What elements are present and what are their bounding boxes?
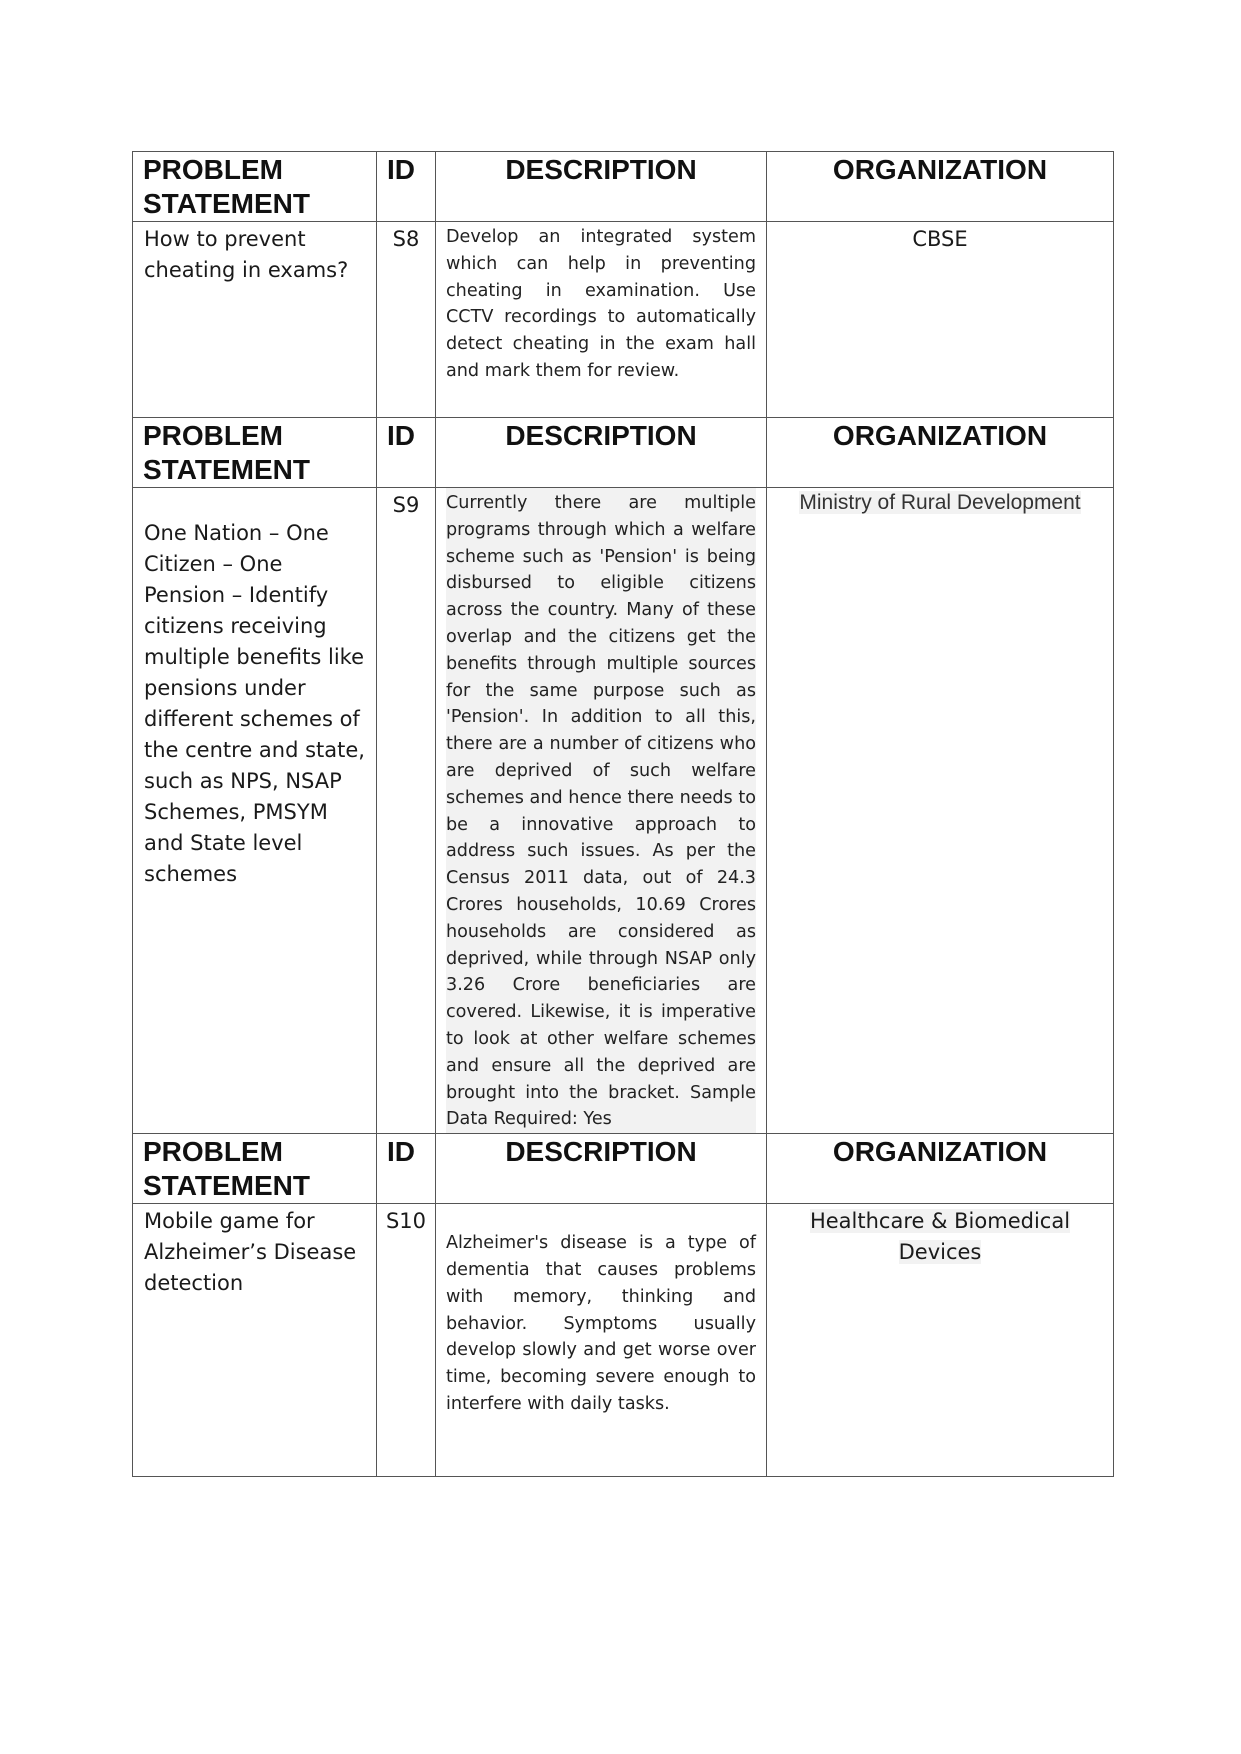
id-text: S10	[385, 1209, 427, 1234]
organization-text: Ministry of Rural Development	[799, 491, 1081, 514]
header-id: ID	[377, 418, 436, 488]
statement-text: Mobile game for Alzheimer’s Disease detection	[144, 1209, 357, 1296]
statement-cell	[133, 222, 377, 418]
organization-text: Healthcare & Biomedical Devices	[809, 1209, 1071, 1265]
table-row	[133, 222, 1114, 418]
organization-text: CBSE	[912, 227, 968, 251]
id-cell	[377, 488, 436, 1134]
statement-cell	[133, 488, 377, 1134]
header-description: DESCRIPTION	[436, 152, 767, 222]
id-cell	[377, 1204, 436, 1477]
organization-cell	[767, 488, 1114, 1134]
description-cell	[436, 488, 767, 1134]
description-text: Currently there are multiple programs through which a welfare scheme such as 'Pension' is being disbursed to eligible citizens across the country. Many of these overlap and the citizens get the benefits through multiple sources for the same purpose such as 'Pension'. In addition to all this, there are a number of citizens who are deprived of such welfare schemes and hence there needs to be a innovative approach to address such issues. As per the Census 2011 data, out of 24.3 Crores households, 10.69 Crores households are considered as deprived, while through NSAP only 3.26 Crore beneficiaries are covered. Likewise, it is imperative to look at other welfare schemes and ensure all the deprived are brought into the bracket. Sample Data Required: Yes	[446, 488, 756, 1133]
problem-statements-table	[132, 151, 1114, 1477]
description-text: Alzheimer's disease is a type of dementia that causes problems with memory, thinking and behavior. Symptoms usually develop slowly and get worse over time, becoming severe enough to interfere with daily tasks.	[446, 1233, 756, 1414]
statement-text: One Nation – One Citizen – One Pension – Identify citizens receiving multiple benefits like pensions under different schemes of the centre and state, such as NPS, NSAP Schemes, PMSYM and State level schemes	[144, 521, 365, 886]
header-description: DESCRIPTION	[436, 1134, 767, 1204]
table-header-row	[133, 418, 1114, 488]
header-problem-statement: PROBLEM STATEMENT	[133, 152, 377, 222]
description-cell	[436, 222, 767, 418]
statement-text: How to prevent cheating in exams?	[144, 227, 349, 282]
header-problem-statement: PROBLEM STATEMENT	[133, 1134, 377, 1204]
table-header-row	[133, 152, 1114, 222]
header-organization: ORGANIZATION	[767, 1134, 1114, 1204]
description-cell	[436, 1204, 767, 1477]
header-description: DESCRIPTION	[436, 418, 767, 488]
statement-cell	[133, 1204, 377, 1477]
id-text: S8	[392, 227, 420, 251]
header-id: ID	[377, 152, 436, 222]
table-header-row	[133, 1134, 1114, 1204]
id-cell	[377, 222, 436, 418]
header-problem-statement: PROBLEM STATEMENT	[133, 418, 377, 488]
id-text: S9	[392, 493, 420, 517]
organization-cell	[767, 222, 1114, 418]
table-row	[133, 1204, 1114, 1477]
header-organization: ORGANIZATION	[767, 418, 1114, 488]
organization-cell	[767, 1204, 1114, 1477]
header-organization: ORGANIZATION	[767, 152, 1114, 222]
table-row	[133, 488, 1114, 1134]
description-text: Develop an integrated system which can help in preventing cheating in examination. Use CCTV recordings to automatically detect cheating in the exam hall and mark them for review.	[446, 227, 756, 381]
header-id: ID	[377, 1134, 436, 1204]
